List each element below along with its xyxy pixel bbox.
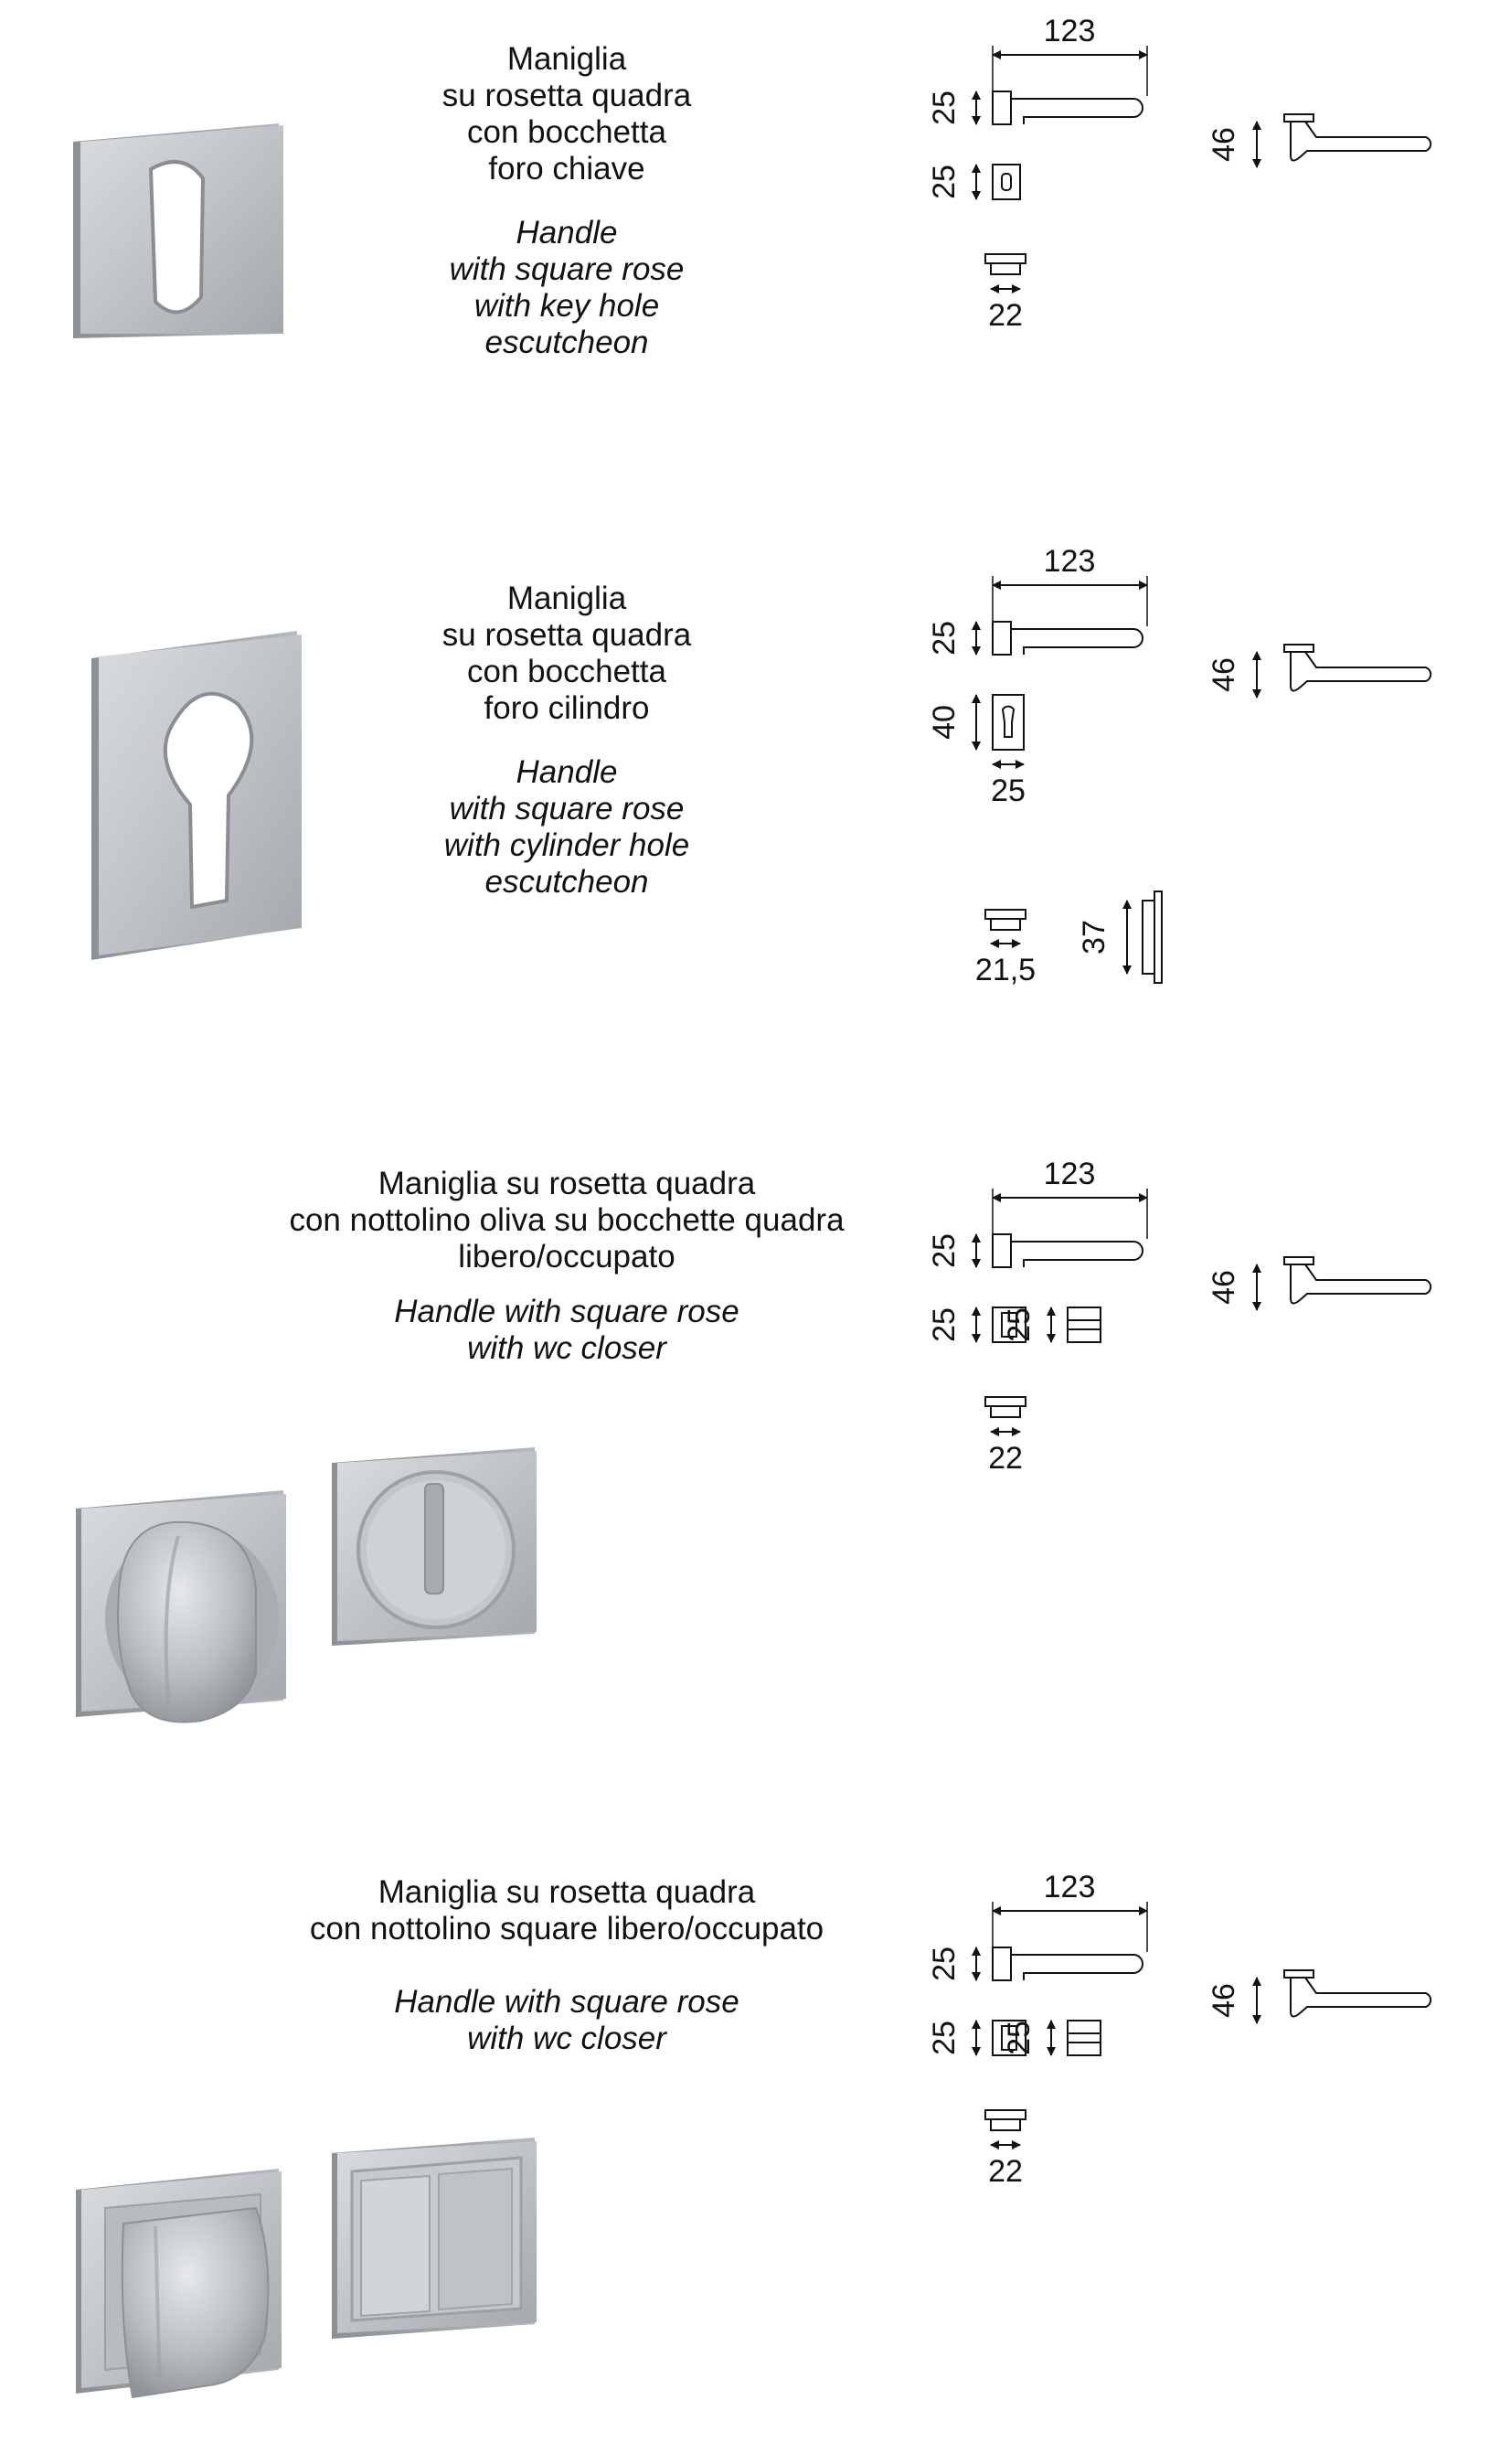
it-line: Maniglia (506, 41, 627, 77)
en-line: with cylinder hole (443, 827, 690, 863)
dim-rose: 25 (927, 621, 962, 656)
product-4-description (229, 1874, 905, 2057)
technical-drawing-1 (914, 0, 1462, 384)
en-line: escutcheon (484, 864, 649, 900)
dim-rose: 25 (927, 1233, 962, 1268)
technical-drawing-3 (914, 1143, 1462, 1509)
en-line: Handle with square rose (394, 1294, 739, 1329)
dim-length: 123 (1043, 1870, 1096, 1904)
it-line: Maniglia (506, 581, 627, 616)
technical-drawing-2 (914, 530, 1462, 1024)
en-line: with key hole (473, 288, 660, 324)
dim-escutcheon-a: 25 (927, 2021, 962, 2055)
en-line: Handle with square rose (394, 1984, 739, 2020)
wc-indicator-image (324, 1440, 544, 1659)
keyhole-escutcheon-image (64, 114, 302, 361)
dim-depth: 21,5 (974, 953, 1037, 987)
en-line: Handle (516, 754, 618, 790)
dim-height: 46 (1207, 127, 1241, 162)
en-line: with wc closer (467, 2021, 666, 2056)
dim-rose: 25 (927, 91, 962, 125)
oval-wc-knob-image (69, 1481, 315, 1728)
dim-escutcheon-b: 25 (1002, 1307, 1037, 1342)
en-line: with square rose (449, 251, 685, 287)
it-line: su rosetta quadra (441, 78, 692, 113)
dim-depth: 22 (988, 1441, 1023, 1476)
dim-height: 46 (1207, 1983, 1241, 2018)
dim-side: 37 (1077, 920, 1111, 955)
dim-depth: 22 (988, 298, 1023, 333)
dim-height: 46 (1207, 1270, 1241, 1305)
dim-length: 123 (1043, 14, 1096, 48)
dim-depth: 22 (988, 2154, 1023, 2189)
product-1 (0, 0, 1489, 512)
dim-height: 46 (1207, 657, 1241, 692)
dim-escutcheon-width: 25 (991, 773, 1026, 808)
product-4 (0, 1856, 1489, 2459)
dim-rose: 25 (927, 1947, 962, 1981)
it-line: con nottolino square libero/occupato (309, 1911, 824, 1947)
dim-length: 123 (1043, 544, 1096, 579)
en-line: with wc closer (467, 1330, 666, 1366)
dim-escutcheon-height: 40 (927, 705, 962, 740)
it-line: con bocchetta (467, 114, 666, 150)
it-line: foro cilindro (484, 690, 650, 726)
square-wc-indicator-image (324, 2130, 544, 2350)
dim-escutcheon-b: 25 (1002, 2021, 1037, 2055)
product-3 (0, 1143, 1489, 1783)
en-line: Handle (516, 215, 618, 251)
product-2 (0, 530, 1489, 1042)
it-line: Maniglia su rosetta quadra (378, 1874, 756, 1910)
dim-length: 123 (1043, 1157, 1096, 1191)
it-line: libero/occupato (458, 1239, 675, 1275)
dim-escutcheon: 25 (927, 165, 962, 199)
it-line: con nottolino oliva su bocchette quadra (289, 1202, 845, 1238)
it-line: Maniglia su rosetta quadra (378, 1166, 756, 1201)
en-line: with square rose (449, 791, 685, 827)
dim-escutcheon-a: 25 (927, 1307, 962, 1342)
cylinder-escutcheon-image (82, 622, 329, 978)
product-1-description (366, 41, 768, 361)
en-line: escutcheon (484, 325, 649, 360)
technical-drawing-4 (914, 1856, 1462, 2222)
product-2-description (366, 581, 768, 901)
product-3-description (229, 1166, 905, 1367)
it-line: su rosetta quadra (441, 617, 692, 653)
square-wc-knob-image (69, 2158, 315, 2414)
it-line: con bocchetta (467, 654, 666, 689)
it-line: foro chiave (488, 151, 645, 187)
